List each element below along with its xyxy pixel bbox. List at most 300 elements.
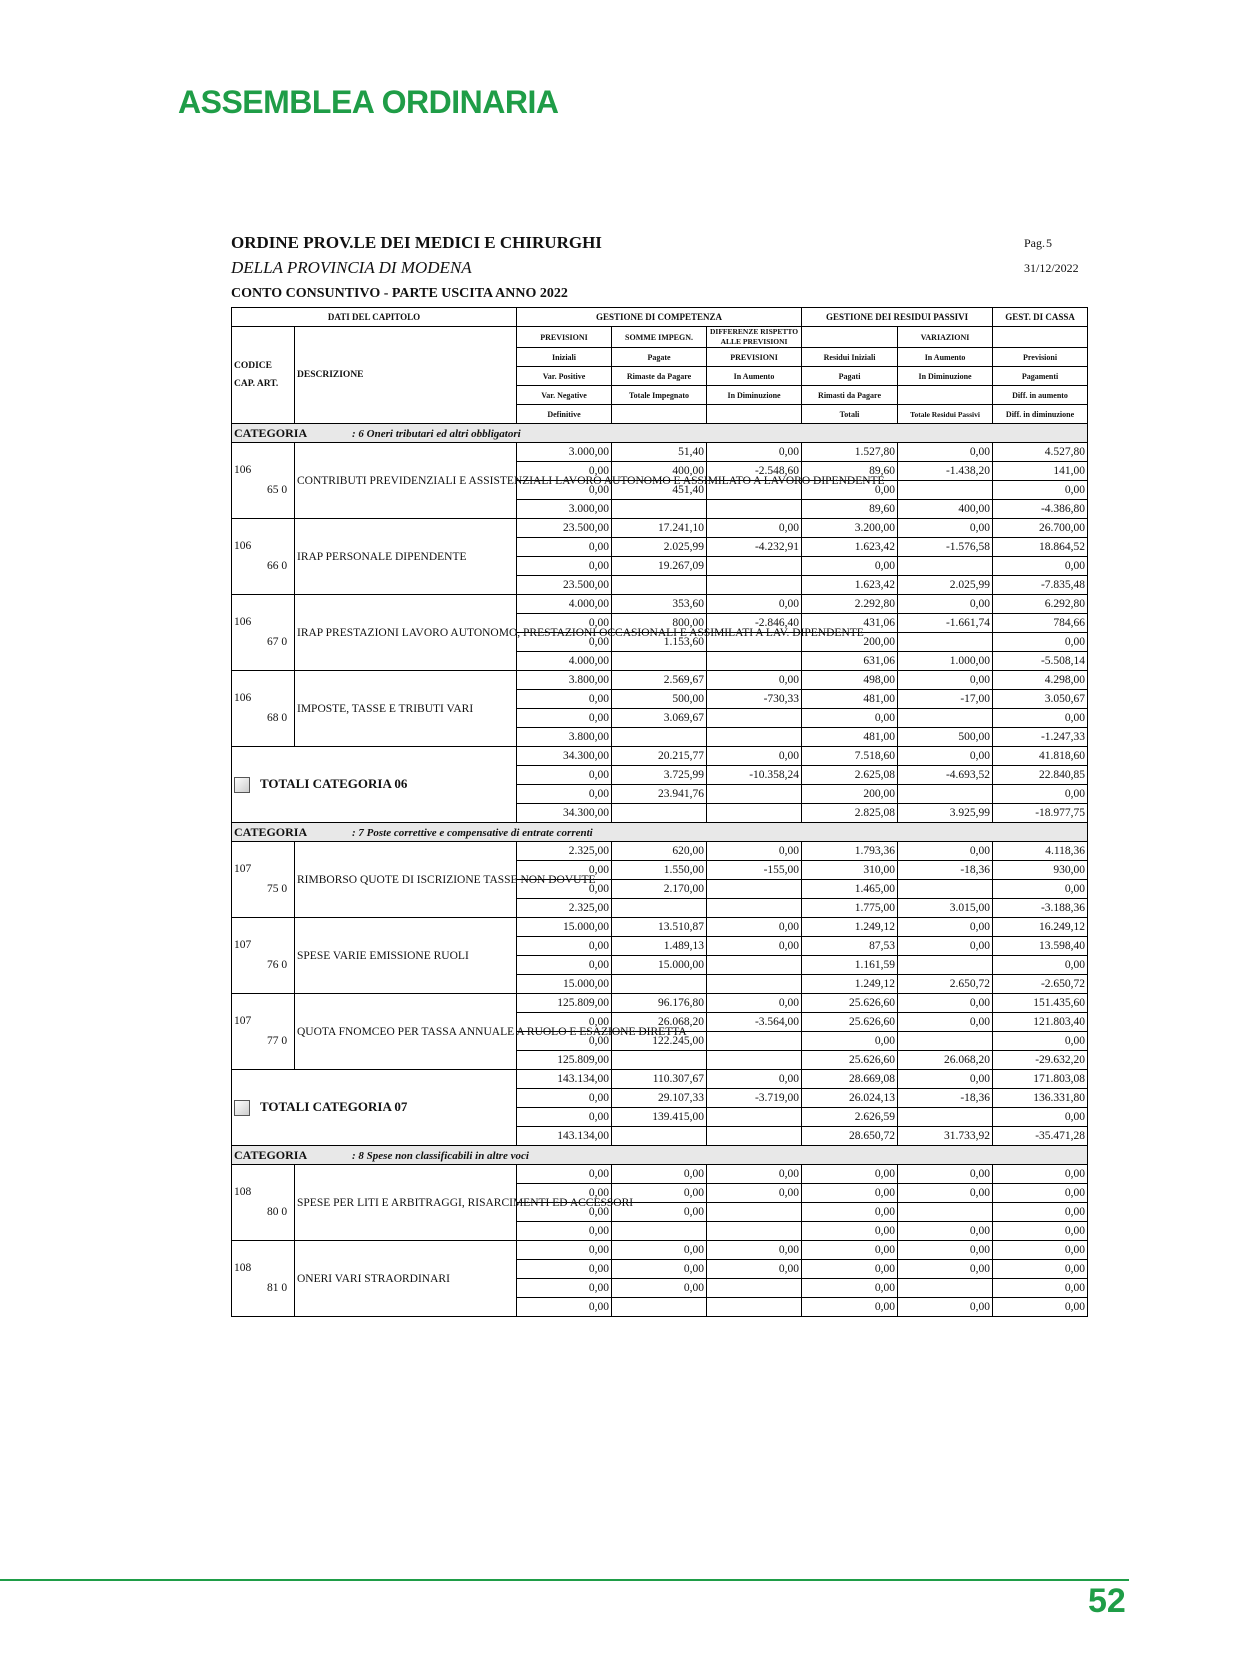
sub-header: In Diminuzione (898, 367, 993, 386)
value-cell: -2.846,40 (707, 614, 802, 633)
sub-header: Diff. in diminuzione (993, 405, 1088, 424)
total-row (232, 747, 1088, 766)
value-cell: 0,00 (802, 1203, 898, 1222)
sub-header: Var. Negative (517, 386, 612, 405)
report-date: 31/12/2022 (1024, 261, 1079, 275)
value-cell: 1.153,60 (612, 633, 707, 652)
chapter-description: RIMBORSO QUOTE DI ISCRIZIONE TASSE NON DOVUTE (295, 842, 517, 918)
value-cell: 0,00 (517, 481, 612, 500)
category-row (232, 823, 1088, 842)
value-cell: 1.000,00 (898, 652, 993, 671)
value-cell: 121.803,40 (993, 1013, 1088, 1032)
checkbox-icon (234, 777, 250, 793)
value-cell: 0,00 (707, 842, 802, 861)
value-cell: 28.650,72 (802, 1127, 898, 1146)
value-cell: 34.300,00 (517, 747, 612, 766)
value-cell: 143.134,00 (517, 1127, 612, 1146)
value-cell: 51,40 (612, 443, 707, 462)
table-row (232, 595, 1088, 614)
value-cell: 0,00 (612, 1241, 707, 1260)
value-cell: -1.247,33 (993, 728, 1088, 747)
total-label: TOTALI CATEGORIA 06 (260, 775, 408, 791)
blank-header (993, 327, 1088, 348)
value-cell: 136.331,80 (993, 1089, 1088, 1108)
value-cell: 4.000,00 (517, 595, 612, 614)
value-cell: 20.215,77 (612, 747, 707, 766)
value-cell (898, 1108, 993, 1127)
value-cell: 0,00 (898, 671, 993, 690)
value-cell (612, 1222, 707, 1241)
value-cell (707, 956, 802, 975)
value-cell: 620,00 (612, 842, 707, 861)
value-cell: 0,00 (993, 785, 1088, 804)
value-cell: 13.510,87 (612, 918, 707, 937)
value-cell: 6.292,80 (993, 595, 1088, 614)
value-cell (707, 500, 802, 519)
value-cell: 0,00 (898, 994, 993, 1013)
sub-header: Pagamenti (993, 367, 1088, 386)
value-cell: -4.232,91 (707, 538, 802, 557)
value-cell: 400,00 (612, 462, 707, 481)
chapter-number: 107 (234, 863, 252, 875)
value-cell: 0,00 (898, 519, 993, 538)
chapter-code (232, 595, 295, 671)
value-cell: -29.632,20 (993, 1051, 1088, 1070)
value-cell: 1.527,80 (802, 443, 898, 462)
value-cell: 41.818,60 (993, 747, 1088, 766)
value-cell: -1.438,20 (898, 462, 993, 481)
sub-header: In Aumento (898, 348, 993, 367)
value-cell (707, 557, 802, 576)
value-cell: 2.626,59 (802, 1108, 898, 1127)
value-cell: 0,00 (517, 937, 612, 956)
value-cell: 1.775,00 (802, 899, 898, 918)
value-cell: 0,00 (517, 1279, 612, 1298)
value-cell: 0,00 (517, 1089, 612, 1108)
ledger-table (231, 307, 1088, 1317)
group-residui: GESTIONE DEI RESIDUI PASSIVI (802, 308, 993, 327)
sub-header: Pagate (612, 348, 707, 367)
value-cell: 0,00 (517, 557, 612, 576)
value-cell: 3.050,67 (993, 690, 1088, 709)
value-cell (612, 1127, 707, 1146)
chapter-code (232, 918, 295, 994)
value-cell: -5.508,14 (993, 652, 1088, 671)
value-cell: 0,00 (517, 766, 612, 785)
value-cell: 1.550,00 (612, 861, 707, 880)
category-label: CATEGORIA (234, 1147, 308, 1162)
sub-header (707, 405, 802, 424)
value-cell: 0,00 (612, 1203, 707, 1222)
value-cell: 0,00 (517, 1032, 612, 1051)
sub-header: Diff. in aumento (993, 386, 1088, 405)
value-cell: 110.307,67 (612, 1070, 707, 1089)
codice-label: CODICE (234, 361, 273, 371)
value-cell: 0,00 (898, 747, 993, 766)
value-cell: 0,00 (993, 1298, 1088, 1317)
chapter-code (232, 519, 295, 595)
value-cell: 1.793,36 (802, 842, 898, 861)
value-cell (612, 899, 707, 918)
table-row (232, 994, 1088, 1013)
group-competenza: GESTIONE DI COMPETENZA (517, 308, 802, 327)
somme-header: SOMME IMPEGN. (612, 327, 707, 348)
value-cell: 0,00 (993, 633, 1088, 652)
value-cell: 0,00 (707, 1241, 802, 1260)
value-cell: 0,00 (517, 1222, 612, 1241)
value-cell: 29.107,33 (612, 1089, 707, 1108)
value-cell: -35.471,28 (993, 1127, 1088, 1146)
total-label: TOTALI CATEGORIA 07 (260, 1098, 408, 1114)
value-cell: 122.245,00 (612, 1032, 707, 1051)
value-cell: 139.415,00 (612, 1108, 707, 1127)
sub-header: Totale Impegnato (612, 386, 707, 405)
table-row (232, 918, 1088, 937)
value-cell (898, 709, 993, 728)
value-cell: 0,00 (802, 709, 898, 728)
chapter-description: IRAP PRESTAZIONI LAVORO AUTONOMO, PRESTAZIONI OCCASIONALI E ASSIMILATI A LAV. DIPENDENTE (295, 595, 517, 671)
value-cell: 25.626,60 (802, 994, 898, 1013)
value-cell: 0,00 (898, 1184, 993, 1203)
value-cell (707, 576, 802, 595)
value-cell: 171.803,08 (993, 1070, 1088, 1089)
chapter-description: SPESE PER LITI E ARBITRAGGI, RISARCIMENTI ED ACCESSORI (295, 1165, 517, 1241)
value-cell (898, 1279, 993, 1298)
value-cell: 0,00 (993, 557, 1088, 576)
capart-label: CAP. ART. (234, 379, 279, 389)
value-cell (612, 500, 707, 519)
sub-header: Totali (802, 405, 898, 424)
value-cell: 200,00 (802, 785, 898, 804)
chapter-number: 107 (234, 1015, 252, 1027)
chapter-description: SPESE VARIE EMISSIONE RUOLI (295, 918, 517, 994)
value-cell: 0,00 (707, 671, 802, 690)
value-cell: 0,00 (898, 595, 993, 614)
value-cell: 0,00 (802, 1298, 898, 1317)
value-cell: 2.569,67 (612, 671, 707, 690)
value-cell: 3.925,99 (898, 804, 993, 823)
category-cell (232, 823, 1088, 842)
document-title: ORDINE PROV.LE DEI MEDICI E CHIRURGHI (231, 233, 602, 252)
chapter-code (232, 842, 295, 918)
value-cell: 0,00 (898, 1070, 993, 1089)
value-cell: -1.576,58 (898, 538, 993, 557)
value-cell: 0,00 (707, 937, 802, 956)
report-title: CONTO CONSUNTIVO - PARTE USCITA ANNO 2022 (231, 286, 568, 301)
value-cell: -18,36 (898, 861, 993, 880)
value-cell: -1.661,74 (898, 614, 993, 633)
chapter-description: IMPOSTE, TASSE E TRIBUTI VARI (295, 671, 517, 747)
value-cell: 0,00 (993, 1108, 1088, 1127)
article-number: 66 0 (267, 560, 288, 572)
value-cell: -3.188,36 (993, 899, 1088, 918)
value-cell (707, 652, 802, 671)
value-cell: 451,40 (612, 481, 707, 500)
value-cell: 0,00 (707, 519, 802, 538)
value-cell: -3.719,00 (707, 1089, 802, 1108)
chapter-code (232, 443, 295, 519)
value-cell: 16.249,12 (993, 918, 1088, 937)
checkbox-icon (234, 1100, 250, 1116)
value-cell: 0,00 (517, 956, 612, 975)
value-cell: 13.598,40 (993, 937, 1088, 956)
value-cell (707, 709, 802, 728)
value-cell: 0,00 (993, 1165, 1088, 1184)
value-cell (612, 728, 707, 747)
sub-header: PREVISIONI (707, 348, 802, 367)
total-label-cell (232, 1070, 517, 1146)
value-cell: 89,60 (802, 462, 898, 481)
value-cell: 0,00 (517, 690, 612, 709)
value-cell: 3.015,00 (898, 899, 993, 918)
value-cell (707, 1298, 802, 1317)
value-cell (898, 633, 993, 652)
value-cell: 2.025,99 (612, 538, 707, 557)
value-cell: 125.809,00 (517, 1051, 612, 1070)
value-cell: 0,00 (707, 747, 802, 766)
value-cell: 3.800,00 (517, 728, 612, 747)
value-cell: -730,33 (707, 690, 802, 709)
value-cell: 3.000,00 (517, 443, 612, 462)
value-cell (612, 652, 707, 671)
value-cell: 784,66 (993, 614, 1088, 633)
value-cell: 0,00 (802, 1222, 898, 1241)
value-cell: 0,00 (707, 994, 802, 1013)
category-cell (232, 1146, 1088, 1165)
value-cell (612, 804, 707, 823)
chapter-code (232, 994, 295, 1070)
table-row (232, 519, 1088, 538)
value-cell: -7.835,48 (993, 576, 1088, 595)
sub-header: Iniziali (517, 348, 612, 367)
sub-header: Totale Residui Passivi (898, 405, 993, 424)
blank-header (802, 327, 898, 348)
value-cell: 0,00 (993, 1260, 1088, 1279)
total-label-cell (232, 747, 517, 823)
value-cell: 0,00 (707, 1260, 802, 1279)
value-cell: 0,00 (517, 1241, 612, 1260)
value-cell (898, 956, 993, 975)
chapter-number: 107 (234, 939, 252, 951)
value-cell (707, 975, 802, 994)
value-cell: 1.161,59 (802, 956, 898, 975)
category-row (232, 1146, 1088, 1165)
value-cell: 930,00 (993, 861, 1088, 880)
value-cell: 0,00 (517, 1184, 612, 1203)
article-number: 81 0 (267, 1282, 288, 1294)
table-row (232, 842, 1088, 861)
footer-divider (0, 1579, 1129, 1581)
variazioni-header: VARIAZIONI (898, 327, 993, 348)
value-cell: 28.669,08 (802, 1070, 898, 1089)
value-cell: 0,00 (802, 481, 898, 500)
table-row (232, 1165, 1088, 1184)
value-cell (898, 557, 993, 576)
value-cell: 0,00 (802, 1032, 898, 1051)
value-cell (612, 1051, 707, 1070)
document-subtitle: DELLA PROVINCIA DI MODENA (231, 258, 472, 277)
value-cell: 310,00 (802, 861, 898, 880)
value-cell: 4.298,00 (993, 671, 1088, 690)
value-cell: 31.733,92 (898, 1127, 993, 1146)
table-row (232, 443, 1088, 462)
value-cell: 0,00 (993, 709, 1088, 728)
article-number: 65 0 (267, 484, 288, 496)
value-cell: 400,00 (898, 500, 993, 519)
sub-header: Previsioni (993, 348, 1088, 367)
group-header-row (232, 308, 1088, 327)
value-cell: -2.548,60 (707, 462, 802, 481)
value-cell: 1.623,42 (802, 538, 898, 557)
value-cell: 0,00 (612, 1184, 707, 1203)
value-cell: 0,00 (898, 1165, 993, 1184)
value-cell: -155,00 (707, 861, 802, 880)
value-cell: 0,00 (707, 1184, 802, 1203)
value-cell (707, 728, 802, 747)
article-number: 68 0 (267, 712, 288, 724)
value-cell: 0,00 (517, 1165, 612, 1184)
group-cassa: GEST. DI CASSA (993, 308, 1088, 327)
value-cell: 19.267,09 (612, 557, 707, 576)
value-cell: 2.325,00 (517, 899, 612, 918)
value-cell (707, 880, 802, 899)
value-cell: 15.000,00 (612, 956, 707, 975)
article-number: 76 0 (267, 959, 288, 971)
value-cell: 1.249,12 (802, 918, 898, 937)
value-cell (898, 481, 993, 500)
category-label: CATEGORIA (234, 425, 308, 440)
value-cell: 0,00 (517, 1013, 612, 1032)
value-cell: 22.840,85 (993, 766, 1088, 785)
chapter-number: 106 (234, 616, 252, 628)
sub-header: Rimasti da Pagare (802, 386, 898, 405)
value-cell: 0,00 (517, 785, 612, 804)
value-cell: 3.069,67 (612, 709, 707, 728)
value-cell: 143.134,00 (517, 1070, 612, 1089)
value-cell: 89,60 (802, 500, 898, 519)
value-cell: 0,00 (707, 443, 802, 462)
category-row (232, 424, 1088, 443)
value-cell: 151.435,60 (993, 994, 1088, 1013)
value-cell: 15.000,00 (517, 975, 612, 994)
category-description: : 8 Spese non classificabili in altre voci (352, 1149, 529, 1162)
value-cell: 3.000,00 (517, 500, 612, 519)
value-cell: 0,00 (517, 462, 612, 481)
value-cell: 3.725,99 (612, 766, 707, 785)
value-cell: 125.809,00 (517, 994, 612, 1013)
value-cell: 0,00 (517, 861, 612, 880)
chapter-code (232, 671, 295, 747)
page-label: Pag. (1024, 236, 1045, 250)
value-cell: 500,00 (612, 690, 707, 709)
value-cell: 96.176,80 (612, 994, 707, 1013)
value-cell (707, 804, 802, 823)
sub-header (612, 405, 707, 424)
value-cell: 26.068,20 (898, 1051, 993, 1070)
value-cell: 23.941,76 (612, 785, 707, 804)
value-cell (707, 899, 802, 918)
sub-header: Var. Positive (517, 367, 612, 386)
value-cell (612, 975, 707, 994)
chapter-code (232, 1165, 295, 1241)
value-cell (898, 1032, 993, 1051)
value-cell: -10.358,24 (707, 766, 802, 785)
group-dati: DATI DEL CAPITOLO (232, 308, 517, 327)
value-cell: 0,00 (612, 1260, 707, 1279)
value-cell: 0,00 (898, 443, 993, 462)
value-cell: 0,00 (517, 633, 612, 652)
value-cell: 0,00 (898, 1013, 993, 1032)
value-cell: 2.825,08 (802, 804, 898, 823)
sub-header: In Aumento (707, 367, 802, 386)
sub-header: Pagati (802, 367, 898, 386)
codice-header (232, 327, 295, 424)
total-row (232, 1070, 1088, 1089)
value-cell: -18.977,75 (993, 804, 1088, 823)
value-cell: 7.518,60 (802, 747, 898, 766)
value-cell: 0,00 (993, 1279, 1088, 1298)
differenze-header: DIFFERENZE RISPETTO ALLE PREVISIONI (707, 327, 802, 348)
value-cell: 0,00 (707, 1070, 802, 1089)
chapter-description: CONTRIBUTI PREVIDENZIALI E ASSISTENZIALI LAVORO AUTONOMO E ASSIMILATO A LAVORO DIPENDENTE (295, 443, 517, 519)
sub-header: Residui Iniziali (802, 348, 898, 367)
value-cell: 0,00 (802, 557, 898, 576)
article-number: 67 0 (267, 636, 288, 648)
value-cell: 0,00 (993, 1203, 1088, 1222)
value-cell: 2.170,00 (612, 880, 707, 899)
category-label: CATEGORIA (234, 824, 308, 839)
value-cell: 0,00 (802, 1241, 898, 1260)
descrizione-header: DESCRIZIONE (295, 327, 517, 424)
value-cell: 631,06 (802, 652, 898, 671)
chapter-number: 108 (234, 1262, 252, 1274)
value-cell: 0,00 (612, 1165, 707, 1184)
value-cell (898, 785, 993, 804)
value-cell: 3.200,00 (802, 519, 898, 538)
value-cell: 0,00 (993, 481, 1088, 500)
value-cell: 26.024,13 (802, 1089, 898, 1108)
report-page-number: 5 (1046, 236, 1052, 250)
chapter-number: 106 (234, 692, 252, 704)
previsioni-header: PREVISIONI (517, 327, 612, 348)
value-cell: 34.300,00 (517, 804, 612, 823)
value-cell: 0,00 (802, 1260, 898, 1279)
value-cell: 0,00 (898, 842, 993, 861)
value-cell: 0,00 (802, 1184, 898, 1203)
value-cell: 0,00 (707, 918, 802, 937)
value-cell: 200,00 (802, 633, 898, 652)
value-cell: 2.650,72 (898, 975, 993, 994)
article-number: 77 0 (267, 1035, 288, 1047)
value-cell: 0,00 (993, 1032, 1088, 1051)
sub-header (898, 386, 993, 405)
value-cell: 0,00 (993, 1184, 1088, 1203)
value-cell: 0,00 (898, 937, 993, 956)
value-cell (707, 1127, 802, 1146)
category-description: : 7 Poste correttive e compensative di entrate correnti (352, 826, 593, 839)
page-number: 52 (1088, 1582, 1126, 1620)
category-description: : 6 Oneri tributari ed altri obbligatori (352, 427, 521, 440)
chapter-description: ONERI VARI STRAORDINARI (295, 1241, 517, 1317)
value-cell: 0,00 (993, 880, 1088, 899)
value-cell: 4.118,36 (993, 842, 1088, 861)
value-cell: 1.249,12 (802, 975, 898, 994)
value-cell: 26.700,00 (993, 519, 1088, 538)
value-cell (612, 1298, 707, 1317)
value-cell: 1.623,42 (802, 576, 898, 595)
article-number: 75 0 (267, 883, 288, 895)
value-cell: 2.625,08 (802, 766, 898, 785)
